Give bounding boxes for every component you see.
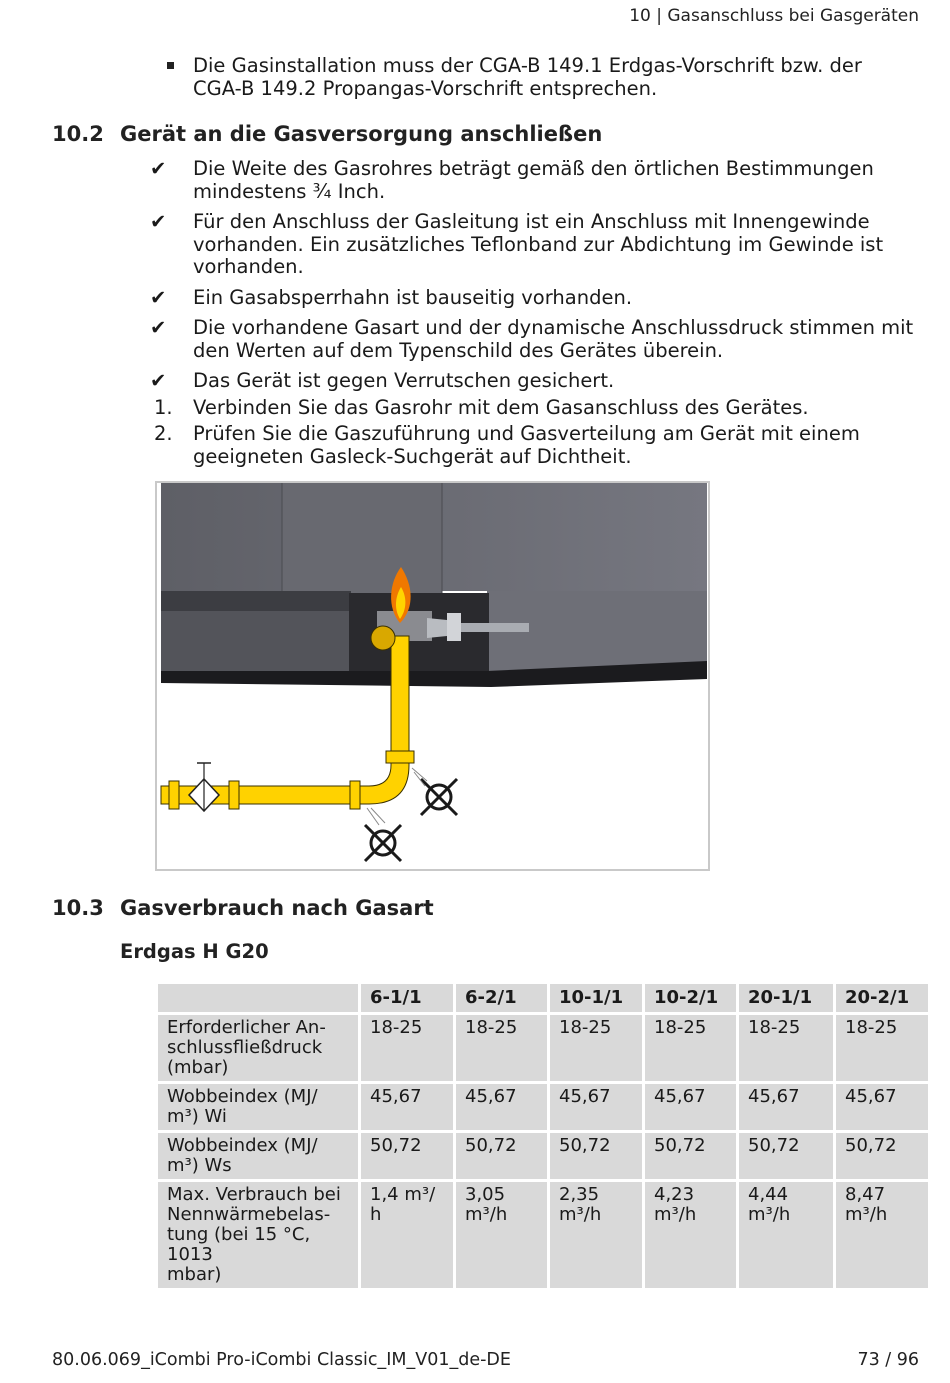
row-label: Max. Verbrauch bei Nennwärmebelas- tung (bei 15 °C, 1013 mbar) (158, 1182, 358, 1288)
table-cell: 18-25 (550, 1015, 642, 1081)
prerequisite-item (150, 317, 915, 362)
appliance-front-panel (282, 483, 442, 601)
table-cell: 45,67 (836, 1084, 928, 1130)
prerequisite-text: Die vorhandene Gasart und der dynamische Anschlussdruck stimmen mit den Werten auf dem Typenschild des Gerätes überein. (193, 316, 914, 362)
table-cell: 45,67 (361, 1084, 453, 1130)
prerequisite-item (150, 211, 915, 279)
step-item (150, 423, 915, 468)
column-header: 6-2/1 (456, 984, 547, 1012)
table-cell: 18-25 (739, 1015, 833, 1081)
row-label: Wobbeindex (MJ/ m³) Ws (158, 1133, 358, 1179)
table-cell: 4,44 m³/h (739, 1182, 833, 1288)
check-icon: ✔ (150, 316, 167, 339)
section-number: 10.2 (52, 122, 104, 146)
gas-type-subtitle: Erdgas H G20 (120, 940, 269, 963)
row-label: Wobbeindex (MJ/ m³) Wi (158, 1084, 358, 1130)
step-number: 2. (154, 422, 173, 445)
intro-bullet (165, 54, 910, 100)
square-bullet-icon (167, 62, 174, 69)
riser-pipe (391, 636, 409, 761)
connection-fitting (371, 626, 395, 650)
prerequisite-item (150, 158, 915, 203)
procedure-list (150, 158, 915, 472)
table-row (158, 1015, 928, 1081)
prerequisite-item (150, 287, 915, 310)
column-header: 20-2/1 (836, 984, 928, 1012)
table-cell: 50,72 (550, 1133, 642, 1179)
table-row (158, 1084, 928, 1130)
column-header: 10-1/1 (550, 984, 642, 1012)
pipe-coupling (229, 781, 239, 809)
check-icon: ✔ (150, 369, 167, 392)
table-cell: 2,35 m³/h (550, 1182, 642, 1288)
table-cell: 50,72 (645, 1133, 736, 1179)
table-cell: 45,67 (739, 1084, 833, 1130)
check-icon: ✔ (150, 285, 167, 309)
intro-bullet-text: Die Gasinstallation muss der CGA-B 149.1 Erdgas-Vorschrift bzw. der CGA-B 149.2 Propangas-Vorschrift entsprechen. (193, 54, 862, 100)
table-cell: 4,23 m³/h (645, 1182, 736, 1288)
section-number: 10.3 (52, 896, 104, 920)
step-text: Prüfen Sie die Gaszuführung und Gasverteilung am Gerät mit einem geeigneten Gasleck-Suchgerät auf Dichtheit. (193, 422, 860, 468)
gas-connection-illustration (155, 481, 710, 871)
prerequisite-text: Die Weite des Gasrohres beträgt gemäß den örtlichen Bestimmungen mindestens ¾ Inch. (193, 157, 874, 203)
step-text: Verbinden Sie das Gasrohr mit dem Gasanschluss des Gerätes. (193, 395, 809, 419)
table-cell: 18-25 (361, 1015, 453, 1081)
pipe-coupling (350, 781, 360, 809)
table-cell: 3,05 m³/h (456, 1182, 547, 1288)
table-cell: 18-25 (645, 1015, 736, 1081)
step-item (150, 397, 915, 420)
footer-page-number: 73 / 96 (857, 1350, 919, 1370)
pipe-coupling (386, 751, 414, 763)
column-header: 20-1/1 (739, 984, 833, 1012)
table-cell: 45,67 (645, 1084, 736, 1130)
table-header-row (158, 984, 928, 1012)
table-cell: 45,67 (456, 1084, 547, 1130)
prerequisite-text: Für den Anschluss der Gasleitung ist ein Anschluss mit Innengewinde vorhanden. Ein zusätzliches Teflonband zur Abdichtung im Gewinde ist vorhanden. (193, 210, 884, 278)
table-cell: 50,72 (456, 1133, 547, 1179)
table-cell: 45,67 (550, 1084, 642, 1130)
section-heading-10-3 (52, 896, 434, 920)
table-cell: 50,72 (739, 1133, 833, 1179)
table-cell: 1,4 m³/ h (361, 1182, 453, 1288)
prerequisite-text: Das Gerät ist gegen Verrutschen gesichert. (193, 369, 615, 392)
section-heading-10-2 (52, 122, 602, 146)
gas-connection-drawing (157, 483, 708, 869)
check-icon: ✔ (150, 157, 167, 180)
table-cell: 8,47 m³/h (836, 1182, 928, 1288)
table-cell: 50,72 (361, 1133, 453, 1179)
table-cell: 18-25 (456, 1015, 547, 1081)
table-cell: 18-25 (836, 1015, 928, 1081)
column-header: 10-2/1 (645, 984, 736, 1012)
step-number: 1. (154, 395, 173, 419)
no-leak-symbol-icon (365, 825, 401, 861)
no-leak-symbol-icon (421, 779, 457, 815)
prerequisite-item (150, 370, 915, 393)
table-row (158, 1182, 928, 1288)
column-header: 6-1/1 (361, 984, 453, 1012)
prerequisite-text: Ein Gasabsperrhahn ist bauseitig vorhanden. (193, 285, 633, 309)
table-row (158, 1133, 928, 1179)
section-title: Gerät an die Gasversorgung anschließen (120, 122, 603, 146)
check-icon: ✔ (150, 210, 167, 233)
table-cell: 50,72 (836, 1133, 928, 1179)
pipe-coupling (169, 781, 179, 809)
gas-consumption-table (155, 981, 931, 1291)
chapter-header: 10 | Gasanschluss bei Gasgeräten (629, 6, 919, 26)
table-corner-cell (158, 984, 358, 1012)
row-label: Erforderlicher An- schlussfließdruck (mbar) (158, 1015, 358, 1081)
footer-document-id: 80.06.069_iCombi Pro-iCombi Classic_IM_V01_de-DE (52, 1350, 511, 1370)
section-title: Gasverbrauch nach Gasart (120, 896, 434, 920)
